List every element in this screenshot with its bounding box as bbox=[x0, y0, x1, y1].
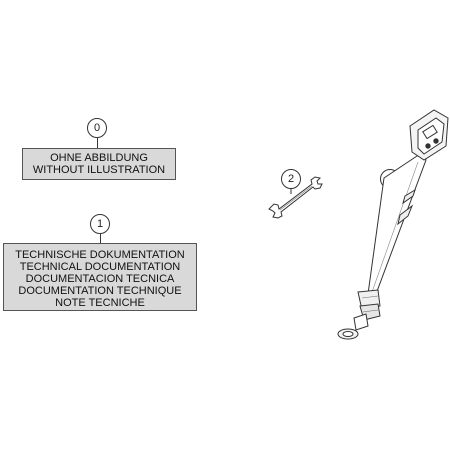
label-line: WITHOUT ILLUSTRATION bbox=[32, 164, 166, 176]
label-line: OHNE ABBILDUNG bbox=[50, 152, 148, 164]
callout-1: 1 bbox=[90, 214, 110, 234]
label-line: TECHNISCHE DOKUMENTATION bbox=[15, 249, 185, 261]
label-line: NOTE TECNICHE bbox=[55, 297, 145, 309]
callout-0: 0 bbox=[87, 118, 107, 138]
wrench-icon bbox=[269, 177, 322, 218]
label-line: DOCUMENTATION TECHNIQUE bbox=[18, 285, 182, 297]
callout-2: 2 bbox=[281, 169, 301, 189]
label-line: DOCUMENTACION TECNICA bbox=[25, 273, 175, 285]
label-line: TECHNICAL DOCUMENTATION bbox=[19, 261, 181, 273]
torque-wrench-icon bbox=[338, 110, 448, 339]
